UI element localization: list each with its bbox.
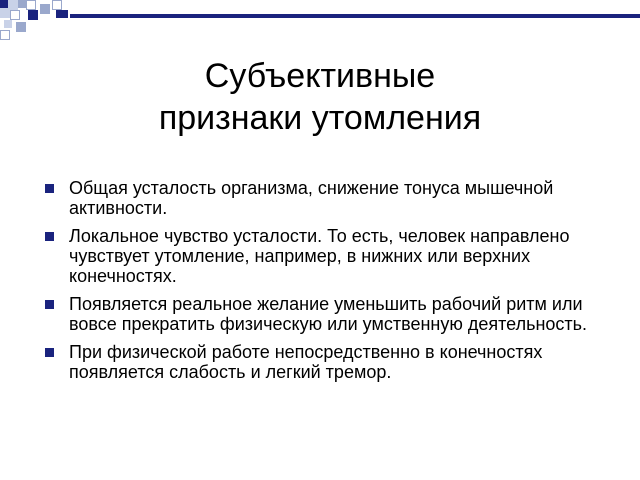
bullet-text: Локальное чувство усталости. То есть, человек направлено чувствует утомление, например, в нижних или верхних конечностях. — [69, 226, 570, 286]
bullet-text: При физической работе непосредственно в конечностях появляется слабость и легкий тремор. — [69, 342, 543, 382]
slide-title-line-2: признаки утомления — [158, 99, 482, 137]
bullet-text: Появляется реальное желание уменьшить рабочий ритм или вовсе прекратить физическую или умственную деятельность. — [69, 294, 588, 334]
bullet-list — [45, 178, 605, 390]
bullet-text: Общая усталость организма, снижение тонуса мышечной активности. — [69, 178, 554, 218]
square-bullet-icon — [45, 348, 54, 357]
slide-title-line-1: Субъективные — [204, 57, 436, 95]
header-rule — [70, 14, 640, 18]
bullet-item — [45, 342, 605, 382]
square-bullet-icon — [45, 232, 54, 241]
square-bullet-icon — [45, 300, 54, 309]
slide-title — [0, 55, 640, 139]
square-bullet-icon — [45, 184, 54, 193]
bullet-item — [45, 178, 605, 218]
bullet-item — [45, 294, 605, 334]
bullet-item — [45, 226, 605, 286]
